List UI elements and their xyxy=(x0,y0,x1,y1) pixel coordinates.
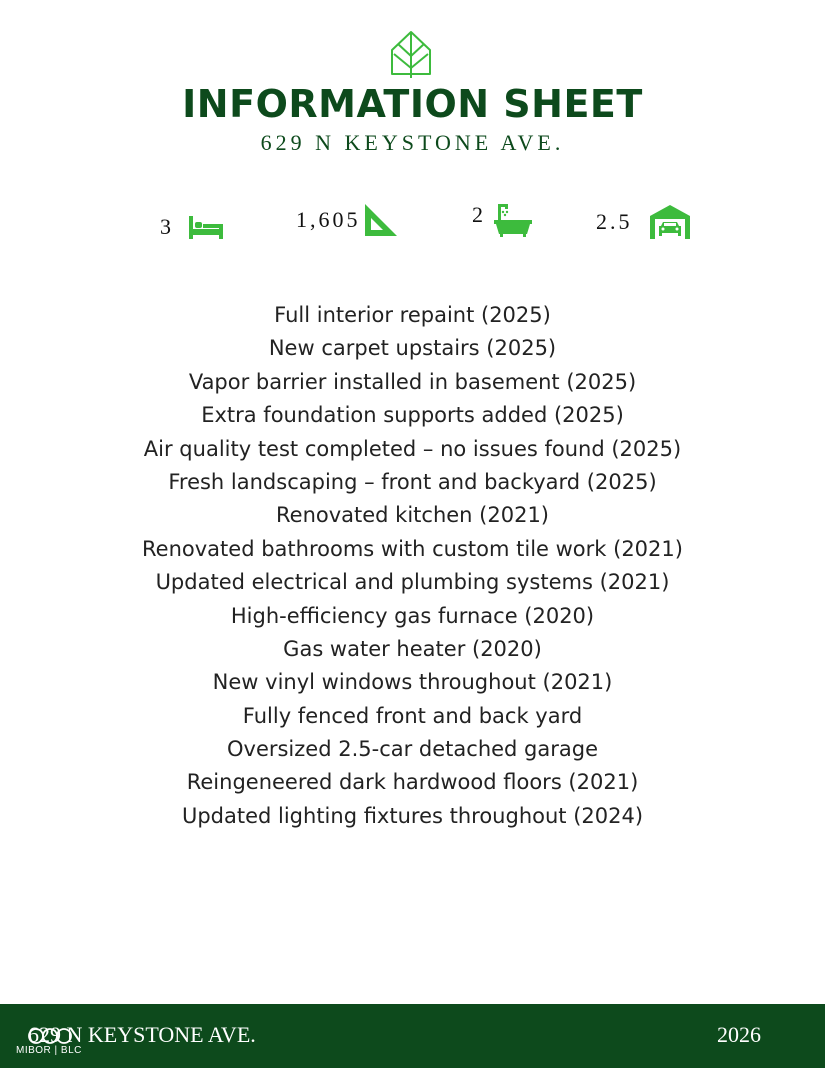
list-item: High-efficiency gas furnace (2020) xyxy=(230,603,595,628)
sqft-stat xyxy=(296,202,399,238)
list-item: Renovated bathrooms with custom tile work (2021) xyxy=(142,536,683,561)
garage-icon xyxy=(649,204,691,240)
list-item: Reingeneered dark hardwood floors (2021) xyxy=(186,770,639,795)
bedrooms-count: 3 xyxy=(160,214,174,239)
mibor-blc-logo-text: MIBOR | BLC xyxy=(16,1045,82,1056)
footer-year: 2026 xyxy=(717,1022,761,1047)
triangle-ruler-icon xyxy=(363,202,399,238)
sqft-value: 1,605 xyxy=(296,207,361,232)
bedrooms-stat xyxy=(160,214,224,240)
list-item: Updated lighting fixtures throughout (2024) xyxy=(181,803,644,828)
mibor-blc-logo-icon xyxy=(16,1022,82,1062)
list-item: Fresh landscaping – front and backyard (2025) xyxy=(168,469,657,494)
footer-address: 629 N KEYSTONE AVE. xyxy=(28,1022,256,1047)
list-item: Air quality test completed – no issues found (2025) xyxy=(143,436,682,461)
list-item: New carpet upstairs (2025) xyxy=(268,336,557,361)
list-item: Renovated kitchen (2021) xyxy=(276,503,549,528)
list-item: Full interior repaint (2025) xyxy=(274,303,551,327)
garage-capacity: 2.5 xyxy=(596,209,633,234)
list-item: Fully fenced front and back yard xyxy=(242,703,583,728)
list-item: Gas water heater (2020) xyxy=(283,636,542,661)
bed-icon xyxy=(188,214,224,240)
bathrooms-count: 2 xyxy=(472,202,486,227)
list-item: Oversized 2.5-car detached garage xyxy=(226,737,599,762)
list-item: Vapor barrier installed in basement (2025) xyxy=(188,369,637,394)
list-item: Updated electrical and plumbing systems (2021) xyxy=(155,570,670,595)
list-item: New vinyl windows throughout (2021) xyxy=(212,670,613,695)
property-address: 629 N KEYSTONE AVE. xyxy=(260,130,565,155)
footer-bar xyxy=(0,1004,825,1068)
garage-stat xyxy=(596,204,691,240)
feature-list xyxy=(0,299,825,833)
list-item: Extra foundation supports added (2025) xyxy=(201,403,624,428)
leaf-icon xyxy=(388,30,434,80)
bathrooms-stat xyxy=(472,202,534,238)
page-title: INFORMATION SHEET xyxy=(182,82,643,126)
bathtub-icon xyxy=(492,202,534,238)
